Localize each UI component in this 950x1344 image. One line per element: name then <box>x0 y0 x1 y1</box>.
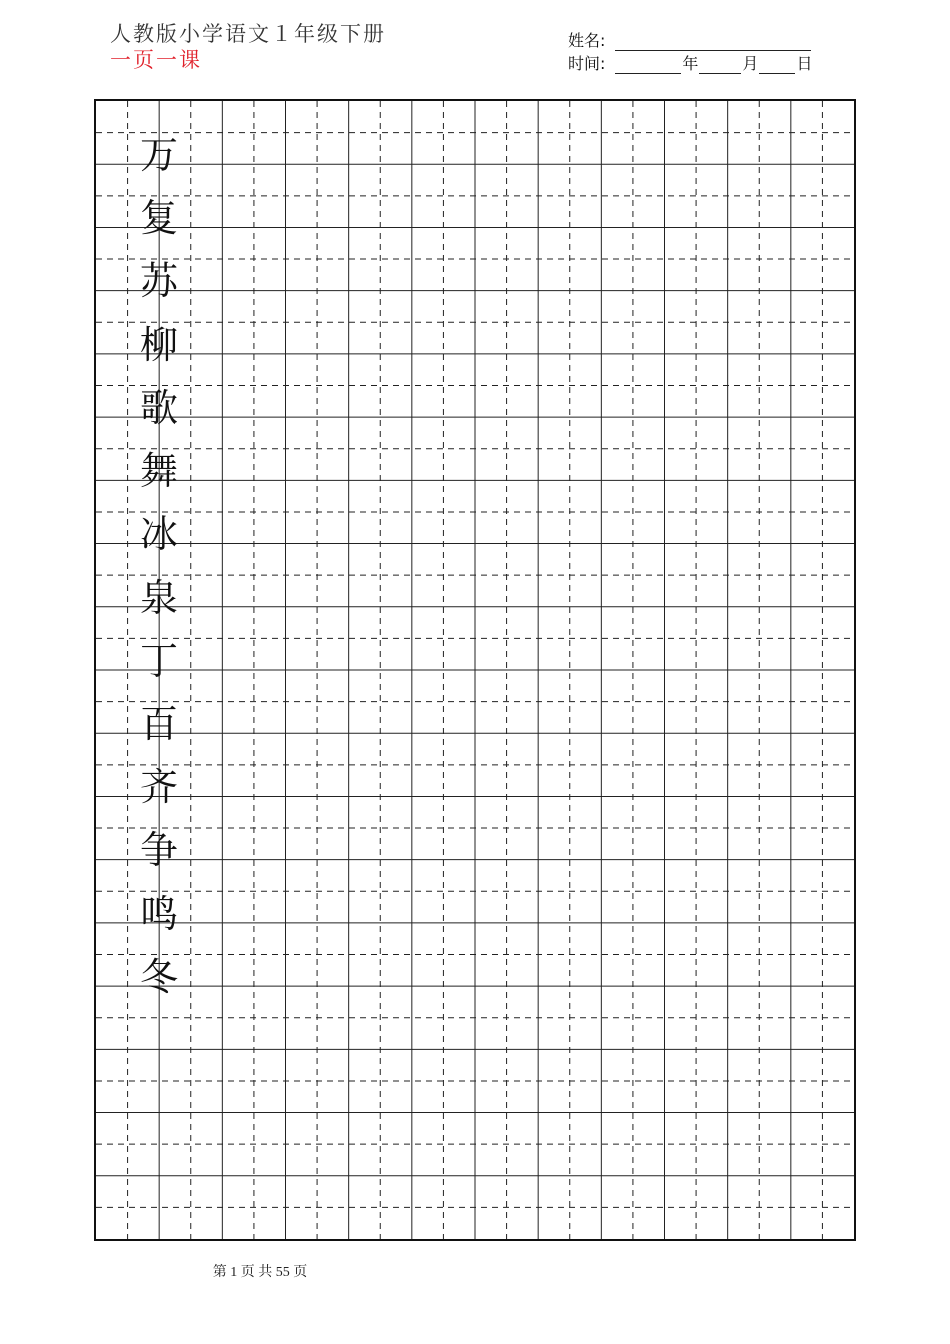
month-label: 月 <box>742 54 759 73</box>
practice-character: 冬 <box>139 954 178 999</box>
student-info <box>568 28 812 74</box>
practice-character: 舞 <box>139 449 178 494</box>
time-label: 时间: <box>568 54 606 73</box>
month-blank[interactable] <box>699 57 741 74</box>
year-blank[interactable] <box>615 57 681 74</box>
year-label: 年 <box>682 54 699 73</box>
time-row <box>568 51 812 74</box>
name-blank[interactable] <box>615 34 811 51</box>
page-footer: 第 1 页 共 55 页 <box>212 1265 308 1280</box>
practice-character: 万 <box>139 133 178 177</box>
practice-character: 丁 <box>139 638 178 683</box>
practice-character: 歌 <box>139 385 178 430</box>
day-label: 日 <box>796 54 813 73</box>
practice-character: 冰 <box>139 512 178 557</box>
practice-character: 鸣 <box>139 891 178 936</box>
worksheet-title: 人教版小学语文１年级下册 <box>110 22 386 46</box>
name-row <box>568 28 812 51</box>
practice-character: 泉 <box>139 575 178 620</box>
practice-character: 复 <box>139 196 178 241</box>
worksheet-subtitle: 一页一课 <box>110 48 202 72</box>
practice-character: 百 <box>139 702 178 746</box>
name-label: 姓名: <box>568 31 606 50</box>
practice-character: 苏 <box>139 259 178 304</box>
character-column <box>96 101 854 1239</box>
practice-grid <box>94 99 856 1241</box>
practice-character: 齐 <box>139 765 178 810</box>
practice-character: 争 <box>139 828 178 873</box>
practice-character: 柳 <box>139 322 178 367</box>
day-blank[interactable] <box>759 57 795 74</box>
